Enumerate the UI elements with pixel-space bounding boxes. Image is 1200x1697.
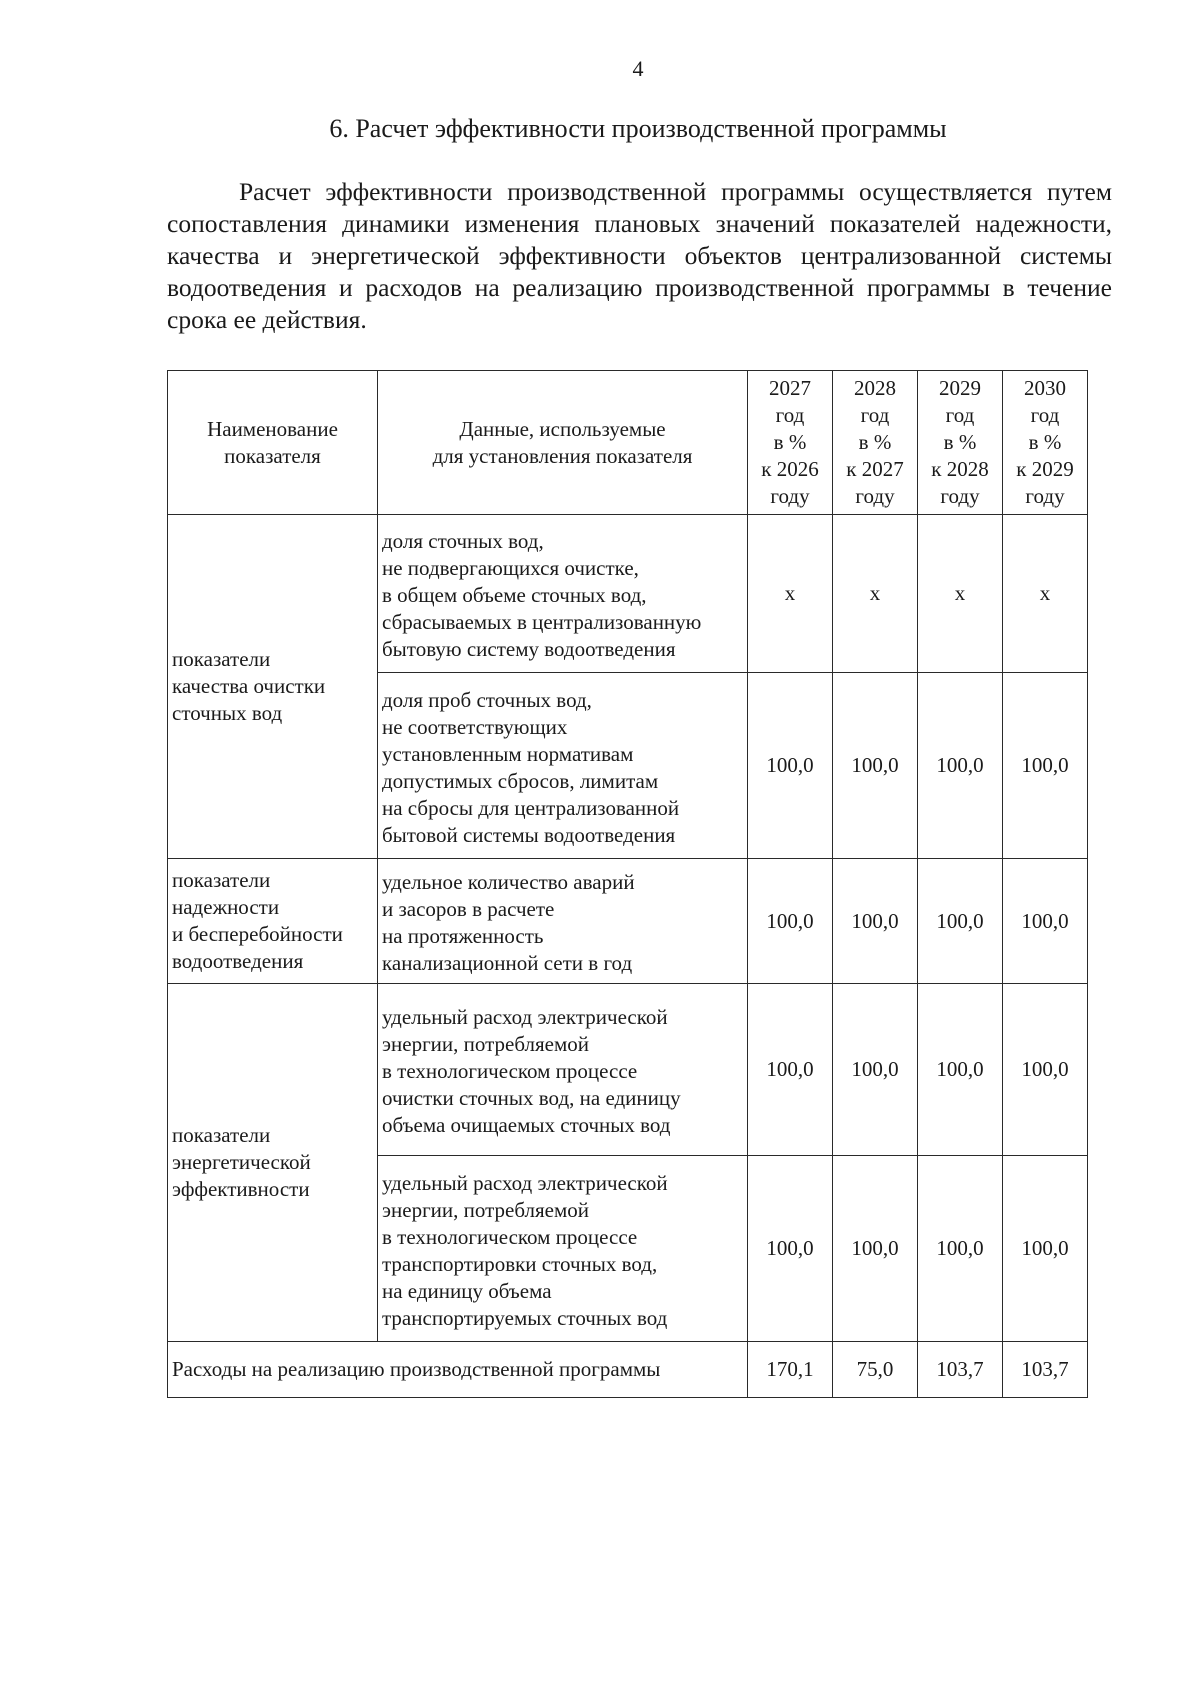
indicator-data-cell: удельный расход электрической энергии, потребляемой в технологическом процессе очистки сточных вод, на единицу объема очищаемых сточных вод: [378, 984, 748, 1156]
table-row: [168, 859, 1088, 984]
value-cell: 100,0: [918, 984, 1003, 1156]
value-cell: х: [1003, 515, 1088, 673]
expenses-value-2029: 103,7: [918, 1342, 1003, 1398]
value-cell: 100,0: [918, 1156, 1003, 1342]
expenses-row: [168, 1342, 1088, 1398]
indicator-data-cell: удельное количество аварий и засоров в расчете на протяженность канализационной сети в год: [378, 859, 748, 984]
header-year-label: 2030 год в % к 2029 году: [1016, 376, 1074, 508]
header-year-2030: [1003, 371, 1088, 515]
value-cell: 100,0: [1003, 1156, 1088, 1342]
group-name-label: показатели энергетической эффективности: [172, 1123, 311, 1201]
group-name-label: показатели надежности и бесперебойности водоотведения: [172, 868, 343, 973]
header-data-cell: [378, 371, 748, 515]
group-name-cell: [168, 515, 378, 859]
header-year-2029: [918, 371, 1003, 515]
value-cell: х: [833, 515, 918, 673]
value-cell: 100,0: [1003, 984, 1088, 1156]
value-cell: 100,0: [1003, 859, 1088, 984]
value-cell: 100,0: [748, 984, 833, 1156]
header-year-label: 2028 год в % к 2027 году: [846, 376, 904, 508]
expenses-value-2030: 103,7: [1003, 1342, 1088, 1398]
header-year-label: 2027 год в % к 2026 году: [761, 376, 819, 508]
indicator-table: [167, 370, 1088, 1398]
header-year-2027: [748, 371, 833, 515]
indicator-data-cell: доля сточных вод, не подвергающихся очистке, в общем объеме сточных вод, сбрасываемых в централизованную бытовую систему водоотведения: [378, 515, 748, 673]
indicator-data-cell: доля проб сточных вод, не соответствующих установленным нормативам допустимых сбросов, лимитам на сбросы для централизованной бытовой системы водоотведения: [378, 673, 748, 859]
table-header-row: [168, 371, 1088, 515]
value-cell: 100,0: [918, 859, 1003, 984]
header-name-cell: [168, 371, 378, 515]
intro-paragraph: Расчет эффективности производственной программы осуществляется путем сопоставления динамики изменения плановых значений показателей надежности, качества и энергетической эффективности объектов централизованной системы водоотведения и расходов на реализацию производственной программы в течение срока ее действия.: [167, 177, 1112, 334]
section-heading: 6. Расчет эффективности производственной программы: [329, 114, 947, 143]
value-cell: 100,0: [833, 984, 918, 1156]
table-row: [168, 515, 1088, 673]
header-year-label: 2029 год в % к 2028 году: [931, 376, 989, 508]
value-cell: 100,0: [748, 1156, 833, 1342]
group-name-label: показатели качества очистки сточных вод: [172, 647, 326, 725]
header-name-label: Наименование показателя: [207, 416, 338, 468]
header-data-label: Данные, используемые для установления показателя: [432, 416, 693, 468]
header-year-2028: [833, 371, 918, 515]
group-name-cell: [168, 859, 378, 984]
indicator-data-cell: удельный расход электрической энергии, потребляемой в технологическом процессе транспортировки сточных вод, на единицу объема транспортируемых сточных вод: [378, 1156, 748, 1342]
value-cell: 100,0: [833, 859, 918, 984]
value-cell: 100,0: [833, 1156, 918, 1342]
expenses-value-2027: 170,1: [748, 1342, 833, 1398]
value-cell: 100,0: [748, 859, 833, 984]
value-cell: 100,0: [1003, 673, 1088, 859]
value-cell: 100,0: [748, 673, 833, 859]
value-cell: х: [918, 515, 1003, 673]
group-name-cell: [168, 984, 378, 1342]
value-cell: 100,0: [833, 673, 918, 859]
value-cell: х: [748, 515, 833, 673]
expenses-label: Расходы на реализацию производственной программы: [168, 1342, 748, 1398]
expenses-value-2028: 75,0: [833, 1342, 918, 1398]
page-number: 4: [632, 56, 644, 81]
table-row: [168, 984, 1088, 1156]
value-cell: 100,0: [918, 673, 1003, 859]
